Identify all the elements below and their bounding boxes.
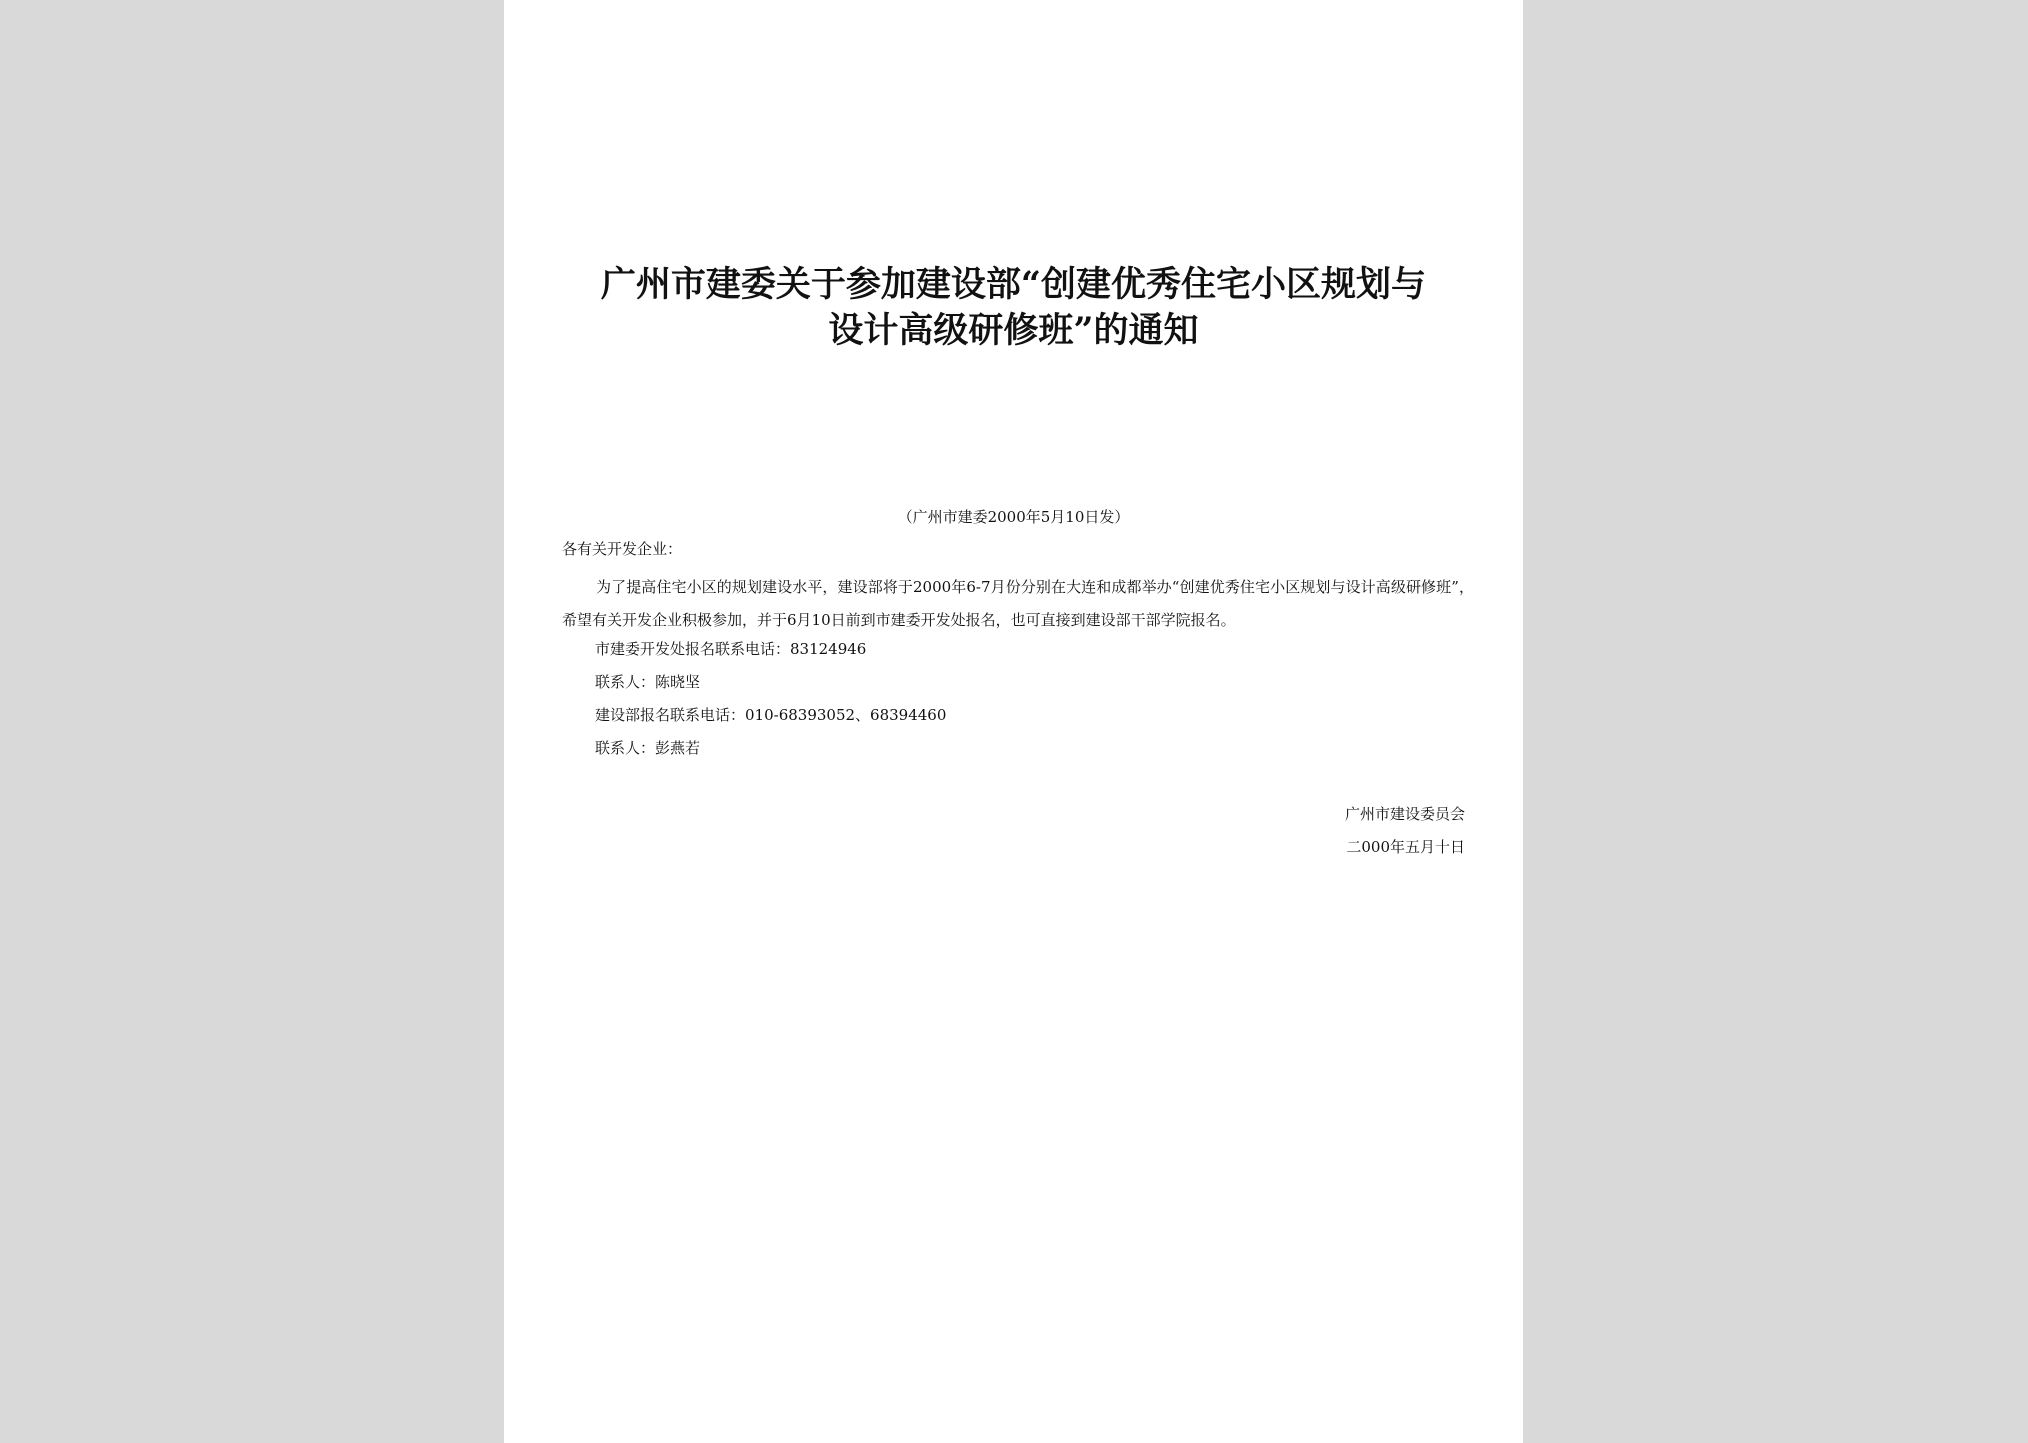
contact-line-dev-office-person: 联系人：陈晓坚 — [595, 673, 701, 691]
document-title — [564, 262, 1463, 354]
contact-line-dev-office-phone: 市建委开发处报名联系电话：83124946 — [595, 640, 867, 658]
contact-line-ministry-person: 联系人：彭燕若 — [595, 739, 701, 757]
contact-line-ministry-phone: 建设部报名联系电话：010-68393052、68394460 — [595, 706, 947, 724]
title-line-1: 广州市建委关于参加建设部“创建优秀住宅小区规划与 — [600, 264, 1427, 305]
signature-date: 二000年五月十日 — [1346, 838, 1465, 856]
title-line-2: 设计高级研修班”的通知 — [828, 310, 1199, 351]
salutation: 各有关开发企业： — [562, 540, 683, 558]
issue-line: （广州市建委2000年5月10日发） — [897, 508, 1130, 526]
document-page — [504, 0, 1523, 1443]
signature-organization: 广州市建设委员会 — [1344, 805, 1465, 823]
body-paragraph: 为了提高住宅小区的规划建设水平，建设部将于2000年6-7月份分别在大连和成都举办“创建优秀住宅小区规划与设计高级研修班”，希望有关开发企业积极参加，并于6月10日前到市建委开发处报名，也可直接到建设部干部学院报名。 — [562, 578, 1474, 629]
